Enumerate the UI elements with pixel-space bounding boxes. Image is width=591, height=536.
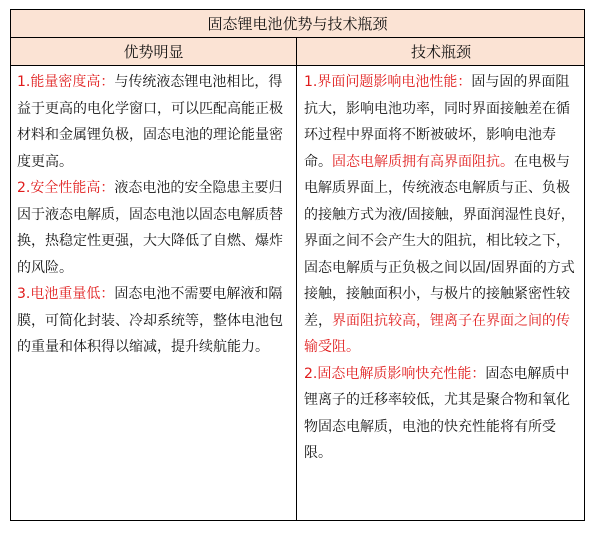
bottleneck-red-1b: 固态电解质拥有高界面阻抗。: [332, 153, 514, 170]
bottleneck-text-1a: 固与固的界面阻抗大，影响电池功率，同时界面接触差在循环过程中界面将不断被破坏，影响电池寿命。: [304, 74, 570, 170]
comparison-table: [10, 9, 585, 521]
bottleneck-item-1: [304, 69, 580, 361]
bottleneck-text-1c: 在电极与电解质界面上，传统液态电解质与正、负极的接触方式为液/固接触，界面润湿性良好，界面之间不会产生大的阻抗，相比较之下，固态电解质与正负极之间以固/固界面的方式接触，接触面积小，与极片的接触紧密性较差，: [304, 153, 575, 329]
advantage-item-3: [17, 281, 291, 361]
advantage-heading-2: 2.安全性能高：: [17, 180, 115, 196]
bottleneck-heading-2: 2.固态电解质影响快充性能：: [304, 365, 486, 382]
bottleneck-red-1d: 界面阻抗较高，锂离子在界面之间的传输受阻。: [304, 312, 570, 355]
advantage-text-2: 液态电池的安全隐患主要归因于液态电解质，固态电池以固态电解质替换，热稳定性更强，大大降低了自燃、爆炸的风险。: [17, 180, 283, 276]
bottleneck-text-2: 固态电解质中锂离子的迁移率较低，尤其是聚合物和氧化物固态电解质，电池的快充性能将有所受限。: [304, 365, 570, 461]
table-title: [11, 10, 584, 38]
advantages-column: [11, 66, 297, 520]
advantage-heading-1: 1.能量密度高：: [17, 74, 115, 90]
header-advantages: 优势明显: [11, 38, 297, 65]
table-header-row: [11, 38, 584, 66]
bottleneck-item-2: [304, 361, 580, 467]
table-title-text: 固态锂电池优势与技术瓶颈: [207, 15, 388, 33]
advantage-item-2: [17, 175, 291, 281]
advantage-item-1: [17, 69, 291, 175]
header-bottlenecks: 技术瓶颈: [410, 43, 471, 61]
advantage-text-1: 与传统液态锂电池相比，得益于更高的电化学窗口，可以匹配高能正极材料和金属锂负极，固态电池的理论能量密度更高。: [17, 74, 283, 170]
bottleneck-heading-1: 1.界面问题影响电池性能：: [304, 74, 472, 90]
advantage-text-3: 固态电池不需要电解液和隔膜，可简化封装、冷却系统等，整体电池包的重量和体积得以缩减，提升续航能力。: [17, 286, 283, 355]
bottlenecks-column: [297, 66, 585, 520]
advantage-heading-3: 3.电池重量低：: [17, 286, 115, 302]
